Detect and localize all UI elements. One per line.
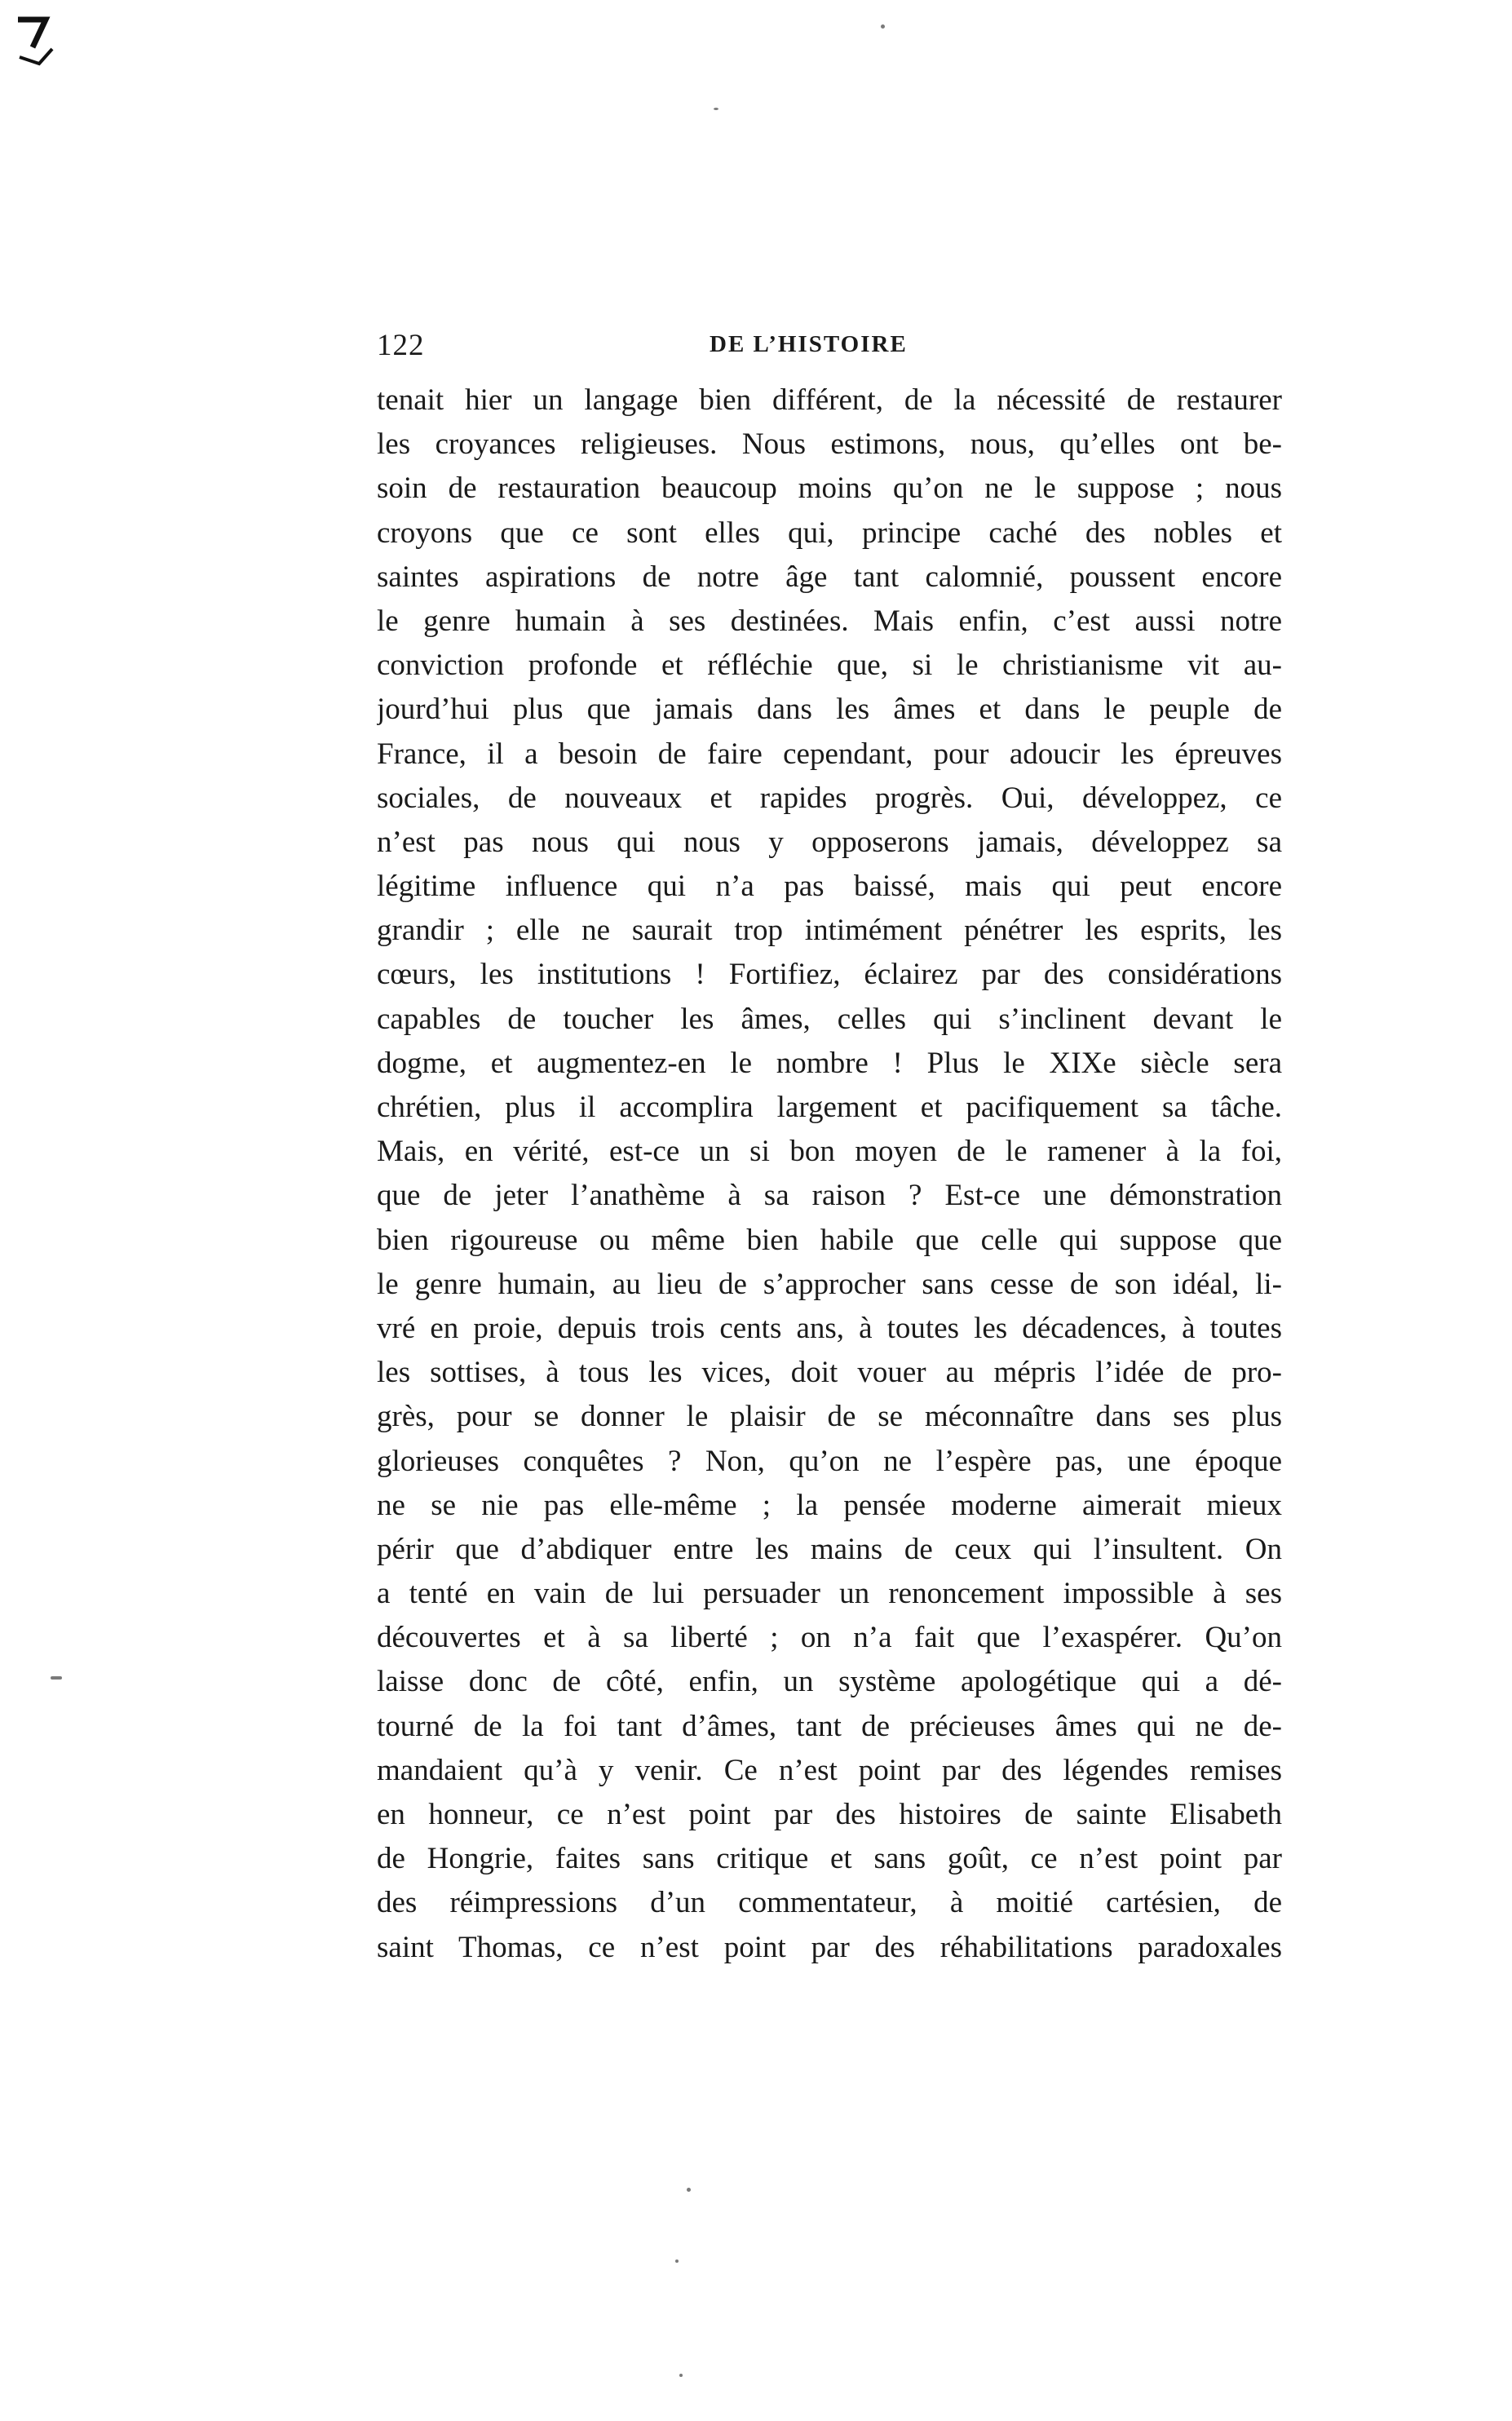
text-line: glorieuses conquêtes ? Non, qu’on ne l’espère pas, une époque xyxy=(377,1444,1282,1478)
text-line: saintes aspirations de notre âge tant calomnié, poussent encore xyxy=(377,560,1282,594)
text-line: jourd’hui plus que jamais dans les âmes et dans le peuple de xyxy=(377,693,1282,727)
text-line: les sottises, à tous les vices, doit vouer au mépris l’idée de pro- xyxy=(377,1356,1282,1390)
paper-speck xyxy=(675,2259,679,2263)
text-line: cœurs, les institutions ! Fortifiez, éclairez par des considérations xyxy=(377,958,1282,992)
text-line: croyons que ce sont elles qui, principe caché des nobles et xyxy=(377,516,1282,550)
text-line: grès, pour se donner le plaisir de se méconnaître dans ses plus xyxy=(377,1400,1282,1434)
paper-speck xyxy=(881,24,885,29)
text-line: ne se nie pas elle-même ; la pensée moderne aimerait mieux xyxy=(377,1488,1282,1522)
text-line: Mais, en vérité, est-ce un si bon moyen de le ramener à la foi, xyxy=(377,1135,1282,1169)
text-line: laisse donc de côté, enfin, un système apologétique qui a dé- xyxy=(377,1665,1282,1699)
text-line: bien rigoureuse ou même bien habile que celle qui suppose que xyxy=(377,1223,1282,1257)
paper-speck xyxy=(679,2374,683,2377)
text-line: périr que d’abdiquer entre les mains de ceux qui l’insultent. On xyxy=(377,1532,1282,1566)
text-line: grandir ; elle ne saurait trop intimément pénétrer les esprits, les xyxy=(377,914,1282,948)
text-line: conviction profonde et réfléchie que, si le christianisme vit au- xyxy=(377,648,1282,683)
page-number: 122 xyxy=(377,329,425,362)
text-line: soin de restauration beaucoup moins qu’on ne le suppose ; nous xyxy=(377,471,1282,506)
text-line: de Hongrie, faites sans critique et sans goût, ce n’est point par xyxy=(377,1842,1282,1876)
text-line: tenait hier un langage bien différent, de la nécessité de restaurer xyxy=(377,383,1282,417)
text-line: dogme, et augmentez-en le nombre ! Plus le XIXe siècle sera xyxy=(377,1046,1282,1080)
paper-speck xyxy=(687,2188,691,2192)
text-line: le genre humain, au lieu de s’approcher sans cesse de son idéal, li- xyxy=(377,1267,1282,1301)
text-line: chrétien, plus il accomplira largement et pacifiquement sa tâche. xyxy=(377,1091,1282,1124)
paper-speck xyxy=(714,108,718,110)
text-line: capables de toucher les âmes, celles qui s’inclinent devant le xyxy=(377,1002,1282,1036)
text-line: saint Thomas, ce n’est point par des réhabilitations paradoxales xyxy=(377,1930,1282,1964)
text-line: vré en proie, depuis trois cents ans, à toutes les décadences, à toutes xyxy=(377,1311,1282,1345)
text-line: n’est pas nous qui nous y opposerons jamais, développez sa xyxy=(377,825,1282,859)
text-line: en honneur, ce n’est point par des histoires de sainte Elisabeth xyxy=(377,1798,1282,1831)
text-line: le genre humain à ses destinées. Mais enfin, c’est aussi notre xyxy=(377,604,1282,638)
running-head xyxy=(377,328,1282,369)
body-text xyxy=(377,378,1282,1970)
text-line: des réimpressions d’un commentateur, à moitié cartésien, de xyxy=(377,1886,1282,1920)
text-line: a tenté en vain de lui persuader un renoncement impossible à ses xyxy=(377,1577,1282,1611)
text-line: que de jeter l’anathème à sa raison ? Est-ce une démonstration xyxy=(377,1179,1282,1213)
text-line: découvertes et à sa liberté ; on n’a fait que l’exaspérer. Qu’on xyxy=(377,1621,1282,1655)
text-line: mandaient qu’à y venir. Ce n’est point par des légendes remises xyxy=(377,1753,1282,1787)
paper-speck xyxy=(51,1676,62,1680)
text-line: tourné de la foi tant d’âmes, tant de précieuses âmes qui ne de- xyxy=(377,1709,1282,1743)
text-line: sociales, de nouveaux et rapides progrès. Oui, développez, ce xyxy=(377,781,1282,815)
text-line: légitime influence qui n’a pas baissé, mais qui peut encore xyxy=(377,870,1282,904)
text-line: les croyances religieuses. Nous estimons, nous, qu’elles ont be- xyxy=(377,427,1282,462)
corner-bracket-mark xyxy=(15,15,64,72)
running-title: DE L’HISTOIRE xyxy=(710,331,908,357)
text-line: France, il a besoin de faire cependant, pour adoucir les épreuves xyxy=(377,737,1282,771)
